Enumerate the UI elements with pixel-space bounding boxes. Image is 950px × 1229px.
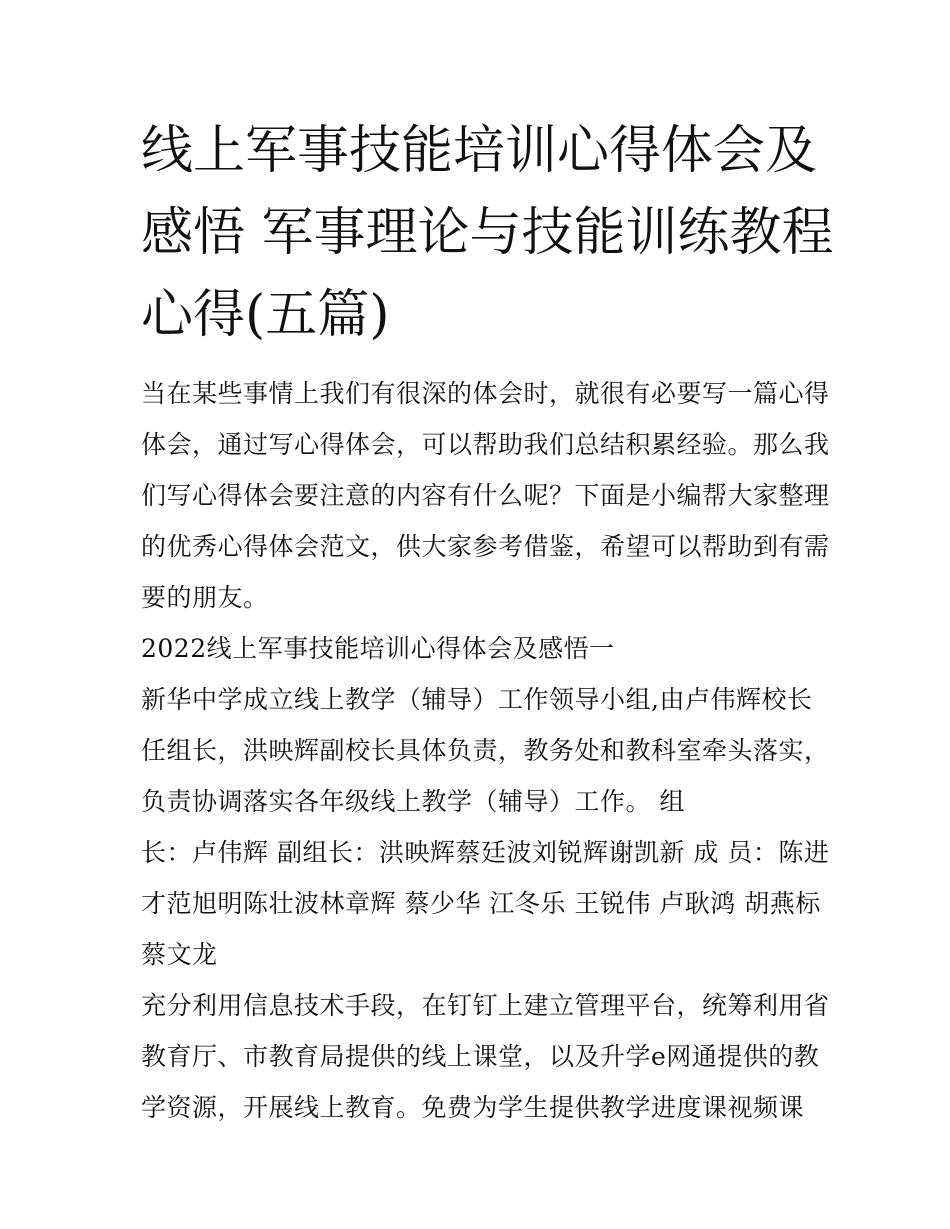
title-line: 心得(五篇)	[141, 285, 390, 345]
body-line: 蔡文龙	[141, 940, 218, 969]
body-paragraph	[141, 674, 830, 1133]
intro-paragraph	[141, 368, 830, 623]
title-line: 感悟 军事理论与技能训练教程	[141, 203, 834, 263]
document-title	[141, 110, 834, 356]
intro-line: 体会，通过写心得体会，可以帮助我们总结积累经验。那么我	[141, 430, 830, 459]
document-page	[141, 110, 834, 1133]
intro-line: 的优秀心得体会范文，供大家参考借鉴，希望可以帮助到有需	[141, 532, 830, 561]
body-line: 新华中学成立线上教学（辅导）工作领导小组,由卢伟辉校长	[141, 685, 813, 714]
intro-line: 当在某些事情上我们有很深的体会时，就很有必要写一篇心得	[141, 379, 830, 408]
body-line: 教育厅、市教育局提供的线上课堂，以及升学e网通提供的教	[141, 1042, 820, 1071]
body-line: 才范旭明陈壮波林章辉 蔡少华 江冬乐 王锐伟 卢耿鸿 胡燕标	[141, 889, 821, 918]
intro-line: 们写心得体会要注意的内容有什么呢？下面是小编帮大家整理	[141, 481, 830, 510]
intro-line: 要的朋友。	[141, 583, 269, 612]
section-heading	[141, 623, 813, 674]
title-line: 线上军事技能培训心得体会及	[141, 121, 818, 181]
body-line: 任组长，洪映辉副校长具体负责，教务处和教科室牵头落实，	[141, 736, 830, 765]
section-heading-text: 2022线上军事技能培训心得体会及感悟一	[141, 634, 615, 663]
body-line: 负责协调落实各年级线上教学（辅导）工作。 组	[141, 787, 685, 816]
body-line: 充分利用信息技术手段，在钉钉上建立管理平台，统筹利用省	[141, 991, 830, 1020]
body-line: 长：卢伟辉 副组长：洪映辉蔡廷波刘锐辉谢凯新 成 员：陈进	[141, 838, 830, 867]
body-line: 学资源，开展线上教育。免费为学生提供教学进度课视频课	[141, 1093, 805, 1122]
